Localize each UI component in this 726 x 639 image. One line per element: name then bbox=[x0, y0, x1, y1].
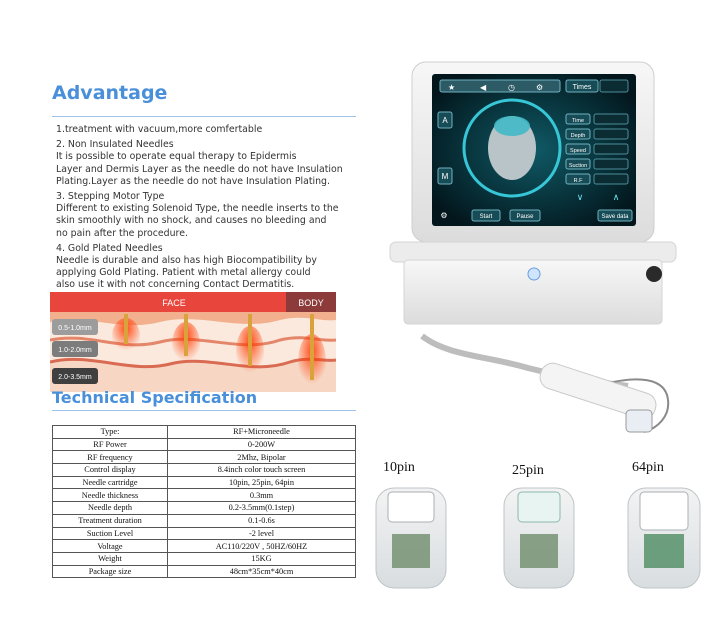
spec-key: Suction Level bbox=[53, 527, 168, 540]
table-row bbox=[53, 451, 356, 464]
handpiece-port-icon bbox=[646, 266, 662, 282]
spec-key: Voltage bbox=[53, 540, 168, 553]
save-data-label: Save data bbox=[601, 214, 629, 220]
chevron-down-icon[interactable]: ∨ bbox=[576, 192, 584, 202]
spec-value: 48cm*35cm*40cm bbox=[168, 565, 356, 578]
spec-value: -2 level bbox=[168, 527, 356, 540]
param-label: Speed bbox=[570, 148, 586, 154]
cartridge-label-10pin: 10pin bbox=[383, 460, 415, 475]
spec-key: Treatment duration bbox=[53, 514, 168, 527]
needle bbox=[124, 314, 128, 344]
param-label: Suction bbox=[568, 163, 588, 169]
handpiece-tip bbox=[626, 410, 652, 432]
depth-label: 1.0-2.0mm bbox=[58, 347, 92, 354]
needle bbox=[310, 314, 314, 380]
clock-icon: ◷ bbox=[508, 83, 515, 92]
table-row bbox=[53, 476, 356, 489]
param-label: Depth bbox=[570, 133, 586, 139]
tech-spec-title: Technical Specification bbox=[52, 388, 258, 407]
table-row bbox=[53, 464, 356, 477]
table-row bbox=[53, 527, 356, 540]
spec-value: 10pin, 25pin, 64pin bbox=[168, 476, 356, 489]
advantage-title: Advantage bbox=[52, 82, 168, 104]
spec-value: AC110/220V , 50HZ/60HZ bbox=[168, 540, 356, 553]
spec-value: 0-200W bbox=[168, 438, 356, 451]
spec-key: Needle depth bbox=[53, 502, 168, 515]
needle-depth-diagram bbox=[50, 292, 336, 392]
device-illustration bbox=[388, 56, 678, 446]
param-label: Time bbox=[571, 118, 585, 124]
cartridge-25pin bbox=[504, 488, 574, 588]
power-indicator-icon bbox=[528, 268, 540, 280]
spec-table bbox=[52, 425, 356, 578]
tech-spec-divider bbox=[52, 410, 356, 411]
table-row bbox=[53, 540, 356, 553]
times-label: Times bbox=[572, 84, 592, 91]
star-icon: ★ bbox=[448, 83, 456, 92]
face-label: FACE bbox=[162, 298, 186, 308]
body-label: BODY bbox=[298, 298, 324, 308]
advantage-item: 3. Stepping Motor Type Different to existing Solenoid Type, the needle inserts to the skin smoothly with no shock, and causes no bleeding and no pain after the procedure. bbox=[56, 191, 339, 239]
spec-key: Package size bbox=[53, 565, 168, 578]
spec-key: Needle cartridge bbox=[53, 476, 168, 489]
table-row bbox=[53, 502, 356, 515]
advantage-list bbox=[56, 124, 356, 295]
spec-key: RF frequency bbox=[53, 451, 168, 464]
cartridge-label-25pin: 25pin bbox=[512, 463, 544, 478]
needle bbox=[184, 314, 188, 356]
spec-key: Weight bbox=[53, 552, 168, 565]
cartridge-64pin bbox=[628, 488, 700, 588]
chevron-up-icon[interactable]: ∧ bbox=[612, 192, 620, 202]
advantage-item: 4. Gold Plated Needles Needle is durable and also has high Biocompatibility by applying Gold Plating. Patient with metal allergy could also use it with not concerning Contact Dermatitis. bbox=[56, 242, 317, 291]
spec-value: 15KG bbox=[168, 552, 356, 565]
start-label: Start bbox=[479, 214, 493, 220]
table-row bbox=[53, 565, 356, 578]
spec-key: Needle thickness bbox=[53, 489, 168, 502]
spec-value: 8.4inch color touch screen bbox=[168, 464, 356, 477]
table-row bbox=[53, 552, 356, 565]
spec-key: Type: bbox=[53, 426, 168, 439]
needle bbox=[248, 314, 252, 366]
advantage-item: 1.treatment with vacuum,more comfertable bbox=[56, 124, 263, 135]
advantage-divider bbox=[52, 116, 356, 117]
param-label: R.F bbox=[573, 178, 583, 184]
table-row bbox=[53, 438, 356, 451]
cartridge-row bbox=[358, 478, 722, 604]
cartridge-label-64pin: 64pin bbox=[632, 460, 664, 475]
depth-label: 0.5-1.0mm bbox=[58, 325, 92, 332]
advantage-item: 2. Non Insulated Needles It is possible to operate equal therapy to Epidermis Layer and Dermis Layer as the needle do not have Insulation Plating.Layer as the needle do not have Insulation Plating. bbox=[56, 139, 343, 187]
gear-icon: ⚙ bbox=[536, 83, 544, 92]
spec-value: 0.1-0.6s bbox=[168, 514, 356, 527]
pause-label: Pause bbox=[516, 214, 534, 220]
spec-value: RF+Microneedle bbox=[168, 426, 356, 439]
spec-value: 2Mhz, Bipolar bbox=[168, 451, 356, 464]
table-row bbox=[53, 426, 356, 439]
device-base-top bbox=[390, 242, 676, 262]
speaker-icon: ◀ bbox=[480, 83, 487, 92]
table-row bbox=[53, 489, 356, 502]
depth-label: 2.0-3.5mm bbox=[58, 374, 92, 381]
spec-key: Control display bbox=[53, 464, 168, 477]
table-row bbox=[53, 514, 356, 527]
mode-a-label: A bbox=[442, 116, 448, 125]
spec-key: RF Power bbox=[53, 438, 168, 451]
spec-value: 0.3mm bbox=[168, 489, 356, 502]
spec-value: 0.2-3.5mm(0.1step) bbox=[168, 502, 356, 515]
settings-gear-icon[interactable]: ⚙ bbox=[440, 211, 448, 220]
mode-m-label: M bbox=[441, 172, 449, 181]
cartridge-10pin bbox=[376, 488, 446, 588]
